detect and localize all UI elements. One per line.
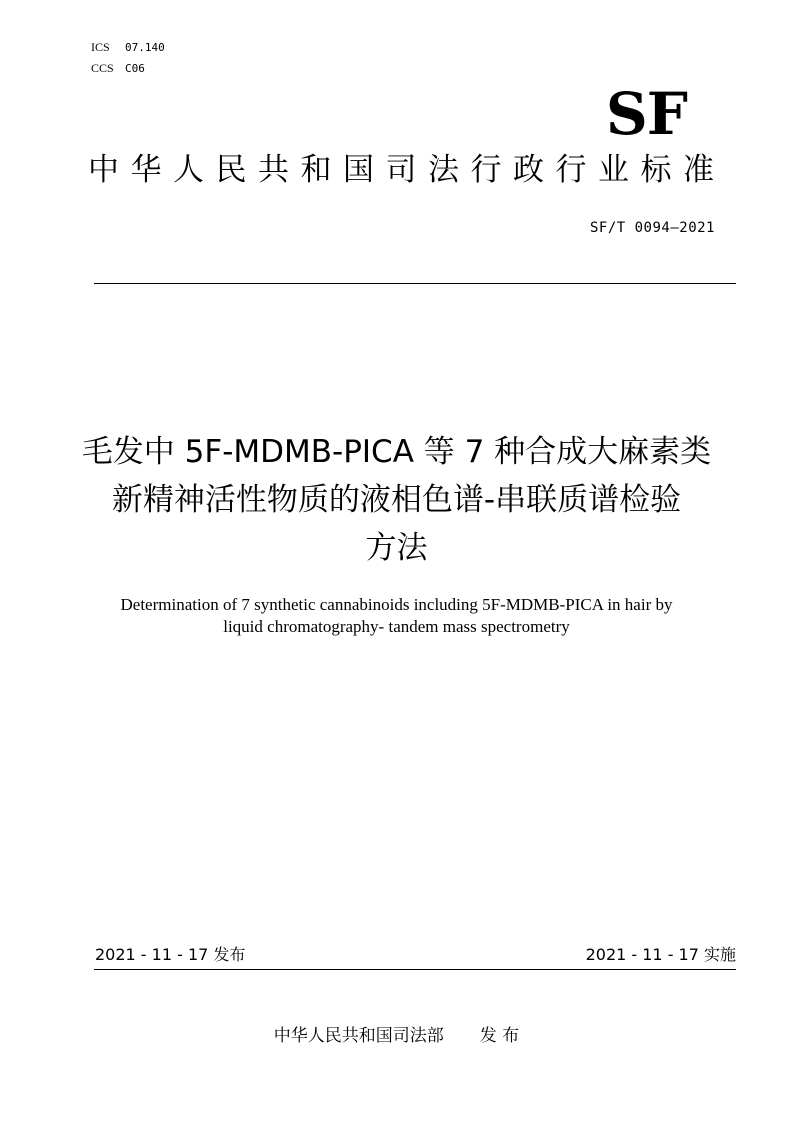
- publish-date: 2021 - 11 - 17 发布: [95, 945, 246, 964]
- english-title: [60, 594, 733, 638]
- ics-value: 07.140: [125, 41, 165, 54]
- standard-number: SF/T 0094—2021: [589, 220, 715, 236]
- ics-code: [91, 40, 165, 55]
- issuer-action: 发 布: [479, 1026, 520, 1046]
- ics-label: ICS: [91, 40, 110, 54]
- ccs-code: [91, 61, 145, 76]
- chinese-title-line-3: 方法: [365, 530, 428, 566]
- ccs-label: CCS: [91, 61, 114, 75]
- ccs-value: C06: [125, 62, 145, 75]
- chinese-title-line-2: 新精神活性物质的液相色谱-串联质谱检验: [111, 482, 682, 518]
- chinese-title: [60, 428, 733, 572]
- issuer-name: 中华人民共和国司法部: [273, 1026, 444, 1046]
- top-divider: [94, 283, 736, 284]
- english-title-line-1: Determination of 7 synthetic cannabinoids including 5F-MDMB-PICA in hair by: [120, 595, 673, 614]
- english-title-line-2: liquid chromatography- tandem mass spectrometry: [223, 617, 570, 636]
- chinese-title-line-1: 毛发中 5F-MDMB-PICA 等 7 种合成大麻素类: [81, 434, 712, 470]
- issuer: [0, 1025, 793, 1047]
- standard-name: 中华人民共和国司法行政行业标准: [88, 152, 726, 188]
- bottom-divider: [94, 969, 736, 970]
- implementation-date: 2021 - 11 - 17 实施: [585, 945, 736, 964]
- sf-logo: SF: [605, 80, 687, 148]
